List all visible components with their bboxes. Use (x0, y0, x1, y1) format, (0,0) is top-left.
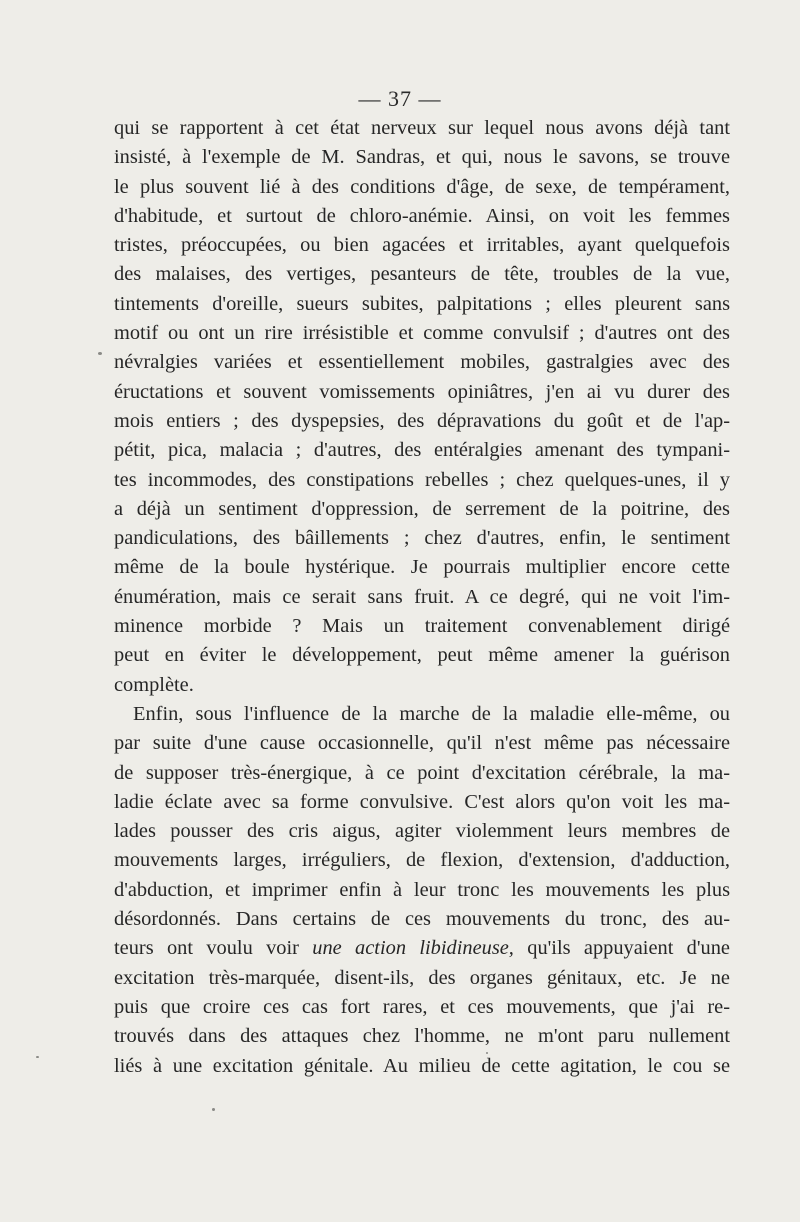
text-line: tes incommodes, des constipations rebelles ; chez quelques-unes, il y (114, 468, 730, 491)
text-line: minence morbide ? Mais un traitement convenablement dirigé (114, 615, 730, 638)
text-line: qui se rapportent à cet état nerveux sur lequel nous avons déjà tant (114, 117, 730, 139)
text-line: insisté, à l'exemple de M. Sandras, et qui, nous le savons, se trouve (114, 146, 730, 169)
text-line: le plus souvent lié à des conditions d'âge, de sexe, de tempérament, (114, 175, 730, 198)
text-line: énumération, mais ce serait sans fruit. A ce degré, qui ne voit l'im- (114, 585, 730, 608)
text-line: complète. (114, 673, 194, 696)
text-line: des malaises, des vertiges, pesanteurs de tête, troubles de la vue, (114, 263, 730, 286)
text-line: trouvés dans des attaques chez l'homme, ne m'ont paru nullement (114, 1025, 730, 1048)
text-line: névralgies variées et essentiellement mobiles, gastralgies avec des (114, 351, 730, 374)
text-line: d'abduction, et imprimer enfin à leur tronc les mouvements les plus (114, 878, 730, 901)
text-line: mois entiers ; des dyspepsies, des dépravations du goût et de l'ap- (114, 409, 730, 432)
text-line-with-italic (114, 934, 730, 963)
paper-speck (36, 1056, 39, 1058)
text-run: qu'ils appuyaient d'une (513, 937, 730, 960)
text-line: désordonnés. Dans certains de ces mouvements du tronc, des au- (114, 908, 730, 931)
text-line: ladie éclate avec sa forme convulsive. C'est alors qu'on voit les ma- (114, 790, 730, 813)
paper-speck (212, 1108, 215, 1111)
text-line: peut en éviter le développement, peut même amener la guérison (114, 644, 730, 667)
italic-phrase: une action libidineuse, (312, 937, 514, 960)
paragraph-1 (114, 114, 730, 700)
text-line: excitation très-marquée, disent-ils, des organes génitaux, etc. Je ne (114, 966, 730, 989)
text-line: liés à une excitation génitale. Au milieu de cette agitation, le cou se (114, 1054, 730, 1077)
text-line: a déjà un sentiment d'oppression, de serrement de la poitrine, des (114, 497, 730, 520)
text-line: Enfin, sous l'influence de la marche de la maladie elle-même, ou (133, 702, 730, 725)
text-line: puis que croire ces cas fort rares, et ces mouvements, que j'ai re- (114, 995, 730, 1018)
text-line: par suite d'une cause occasionnelle, qu'il n'est même pas nécessaire (114, 732, 730, 755)
text-line: même de la boule hystérique. Je pourrais multiplier encore cette (114, 556, 730, 579)
text-line: lades pousser des cris aigus, agiter violemment leurs membres de (114, 820, 730, 843)
text-line: tristes, préoccupées, ou bien agacées et irritables, ayant quelquefois (114, 234, 730, 257)
paper-speck (486, 1052, 488, 1054)
paragraph-2 (114, 700, 730, 1081)
text-line: motif ou ont un rire irrésistible et comme convulsif ; d'autres ont des (114, 322, 730, 345)
text-line: éructations et souvent vomissements opiniâtres, j'en ai vu durer des (114, 380, 730, 403)
text-line: d'habitude, et surtout de chloro-anémie. Ainsi, on voit les femmes (114, 204, 730, 227)
text-line: mouvements larges, irréguliers, de flexion, d'extension, d'adduction, (114, 849, 730, 872)
text-line: pandiculations, des bâillements ; chez d'autres, enfin, le sentiment (114, 527, 730, 550)
text-line: tintements d'oreille, sueurs subites, palpitations ; elles pleurent sans (114, 292, 730, 315)
body-text (114, 114, 730, 1081)
page-number: — 37 — (358, 86, 442, 111)
paper-speck (98, 352, 102, 355)
text-line: de supposer très-énergique, à ce point d'excitation cérébrale, la ma- (114, 761, 730, 784)
text-run: teurs ont voulu voir (114, 937, 313, 960)
text-line: pétit, pica, malacia ; d'autres, des entéralgies amenant des tympani- (114, 439, 730, 462)
